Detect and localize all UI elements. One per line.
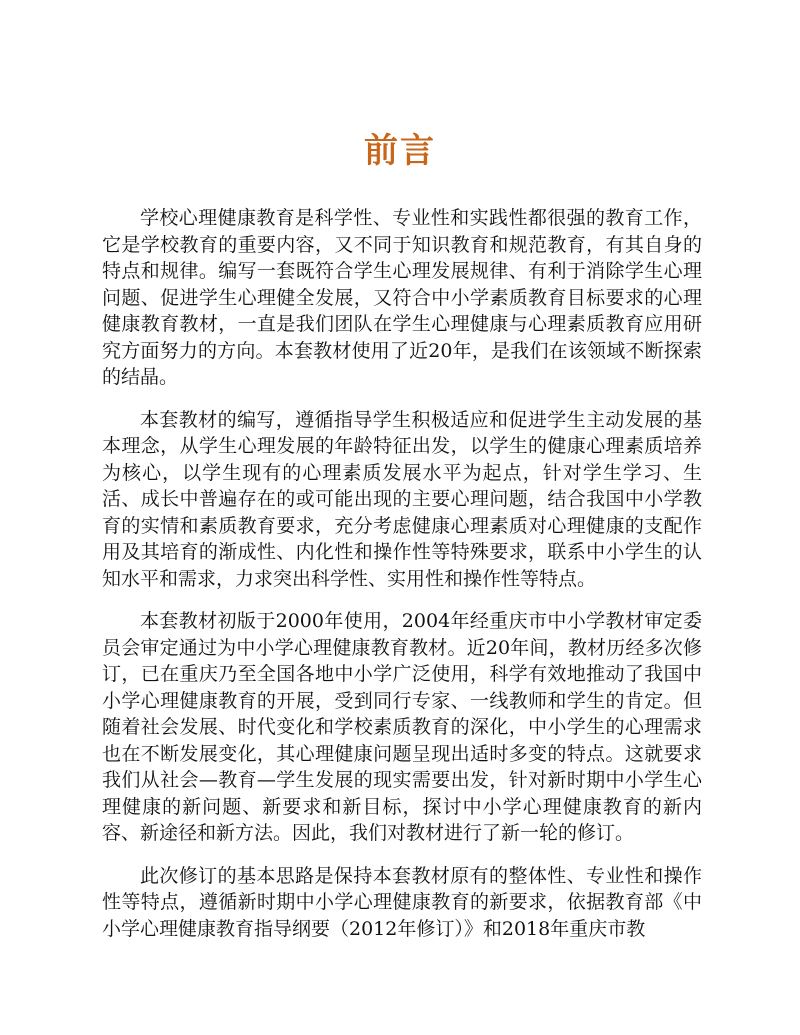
page-title: 前言 [364,131,436,171]
paragraph: 此次修订的基本思路是保持本套教材原有的整体性、专业性和操作性等特点，遵循新时期中小学心理健康教育的新要求，依据教育部《中小学心理健康教育指导纲要（2012年修订）》和2018年重庆市教 [102,864,702,940]
paragraph: 学校心理健康教育是科学性、专业性和实践性都很强的教育工作，它是学校教育的重要内容，又不同于知识教育和规范教育，有其自身的特点和规律。编写一套既符合学生心理发展规律、有利于消除学生心理问题、促进学生心理健全发展，又符合中小学素质教育目标要求的心理健康教育教材，一直是我们团队在学生心理健康与心理素质教育应用研究方面努力的方向。本套教材使用了近20年，是我们在该领域不断探索的结晶。 [102,207,702,388]
body-text [102,205,702,958]
paragraph: 本套教材的编写，遵循指导学生积极适应和促进学生主动发展的基本理念，从学生心理发展的年龄特征出发，以学生的健康心理素质培养为核心，以学生现有的心理素质发展水平为起点，针对学生学习、生活、成长中普遍存在的或可能出现的主要心理问题，结合我国中小学教育的实情和素质教育要求，充分考虑健康心理素质对心理健康的支配作用及其培育的渐成性、内化性和操作性等特殊要求，联系中小学生的认知水平和需求，力求突出科学性、实用性和操作性等特点。 [102,408,702,590]
paragraph: 本套教材初版于2000年使用，2004年经重庆市中小学教材审定委员会审定通过为中小学心理健康教育教材。近20年间，教材历经多次修订，已在重庆乃至全国各地中小学广泛使用，科学有效地推动了我国中小学心理健康教育的开展，受到同行专家、一线教师和学生的肯定。但随着社会发展、时代变化和学校素质教育的深化，中小学生的心理需求也在不断发展变化，其心理健康问题呈现出适时多变的特点。这就要求我们从社会—教育—学生发展的现实需要出发，针对新时期中小学生心理健康的新问题、新要求和新目标，探讨中小学心理健康教育的新内容、新途径和新方法。因此，我们对教材进行了新一轮的修订。 [102,610,702,844]
